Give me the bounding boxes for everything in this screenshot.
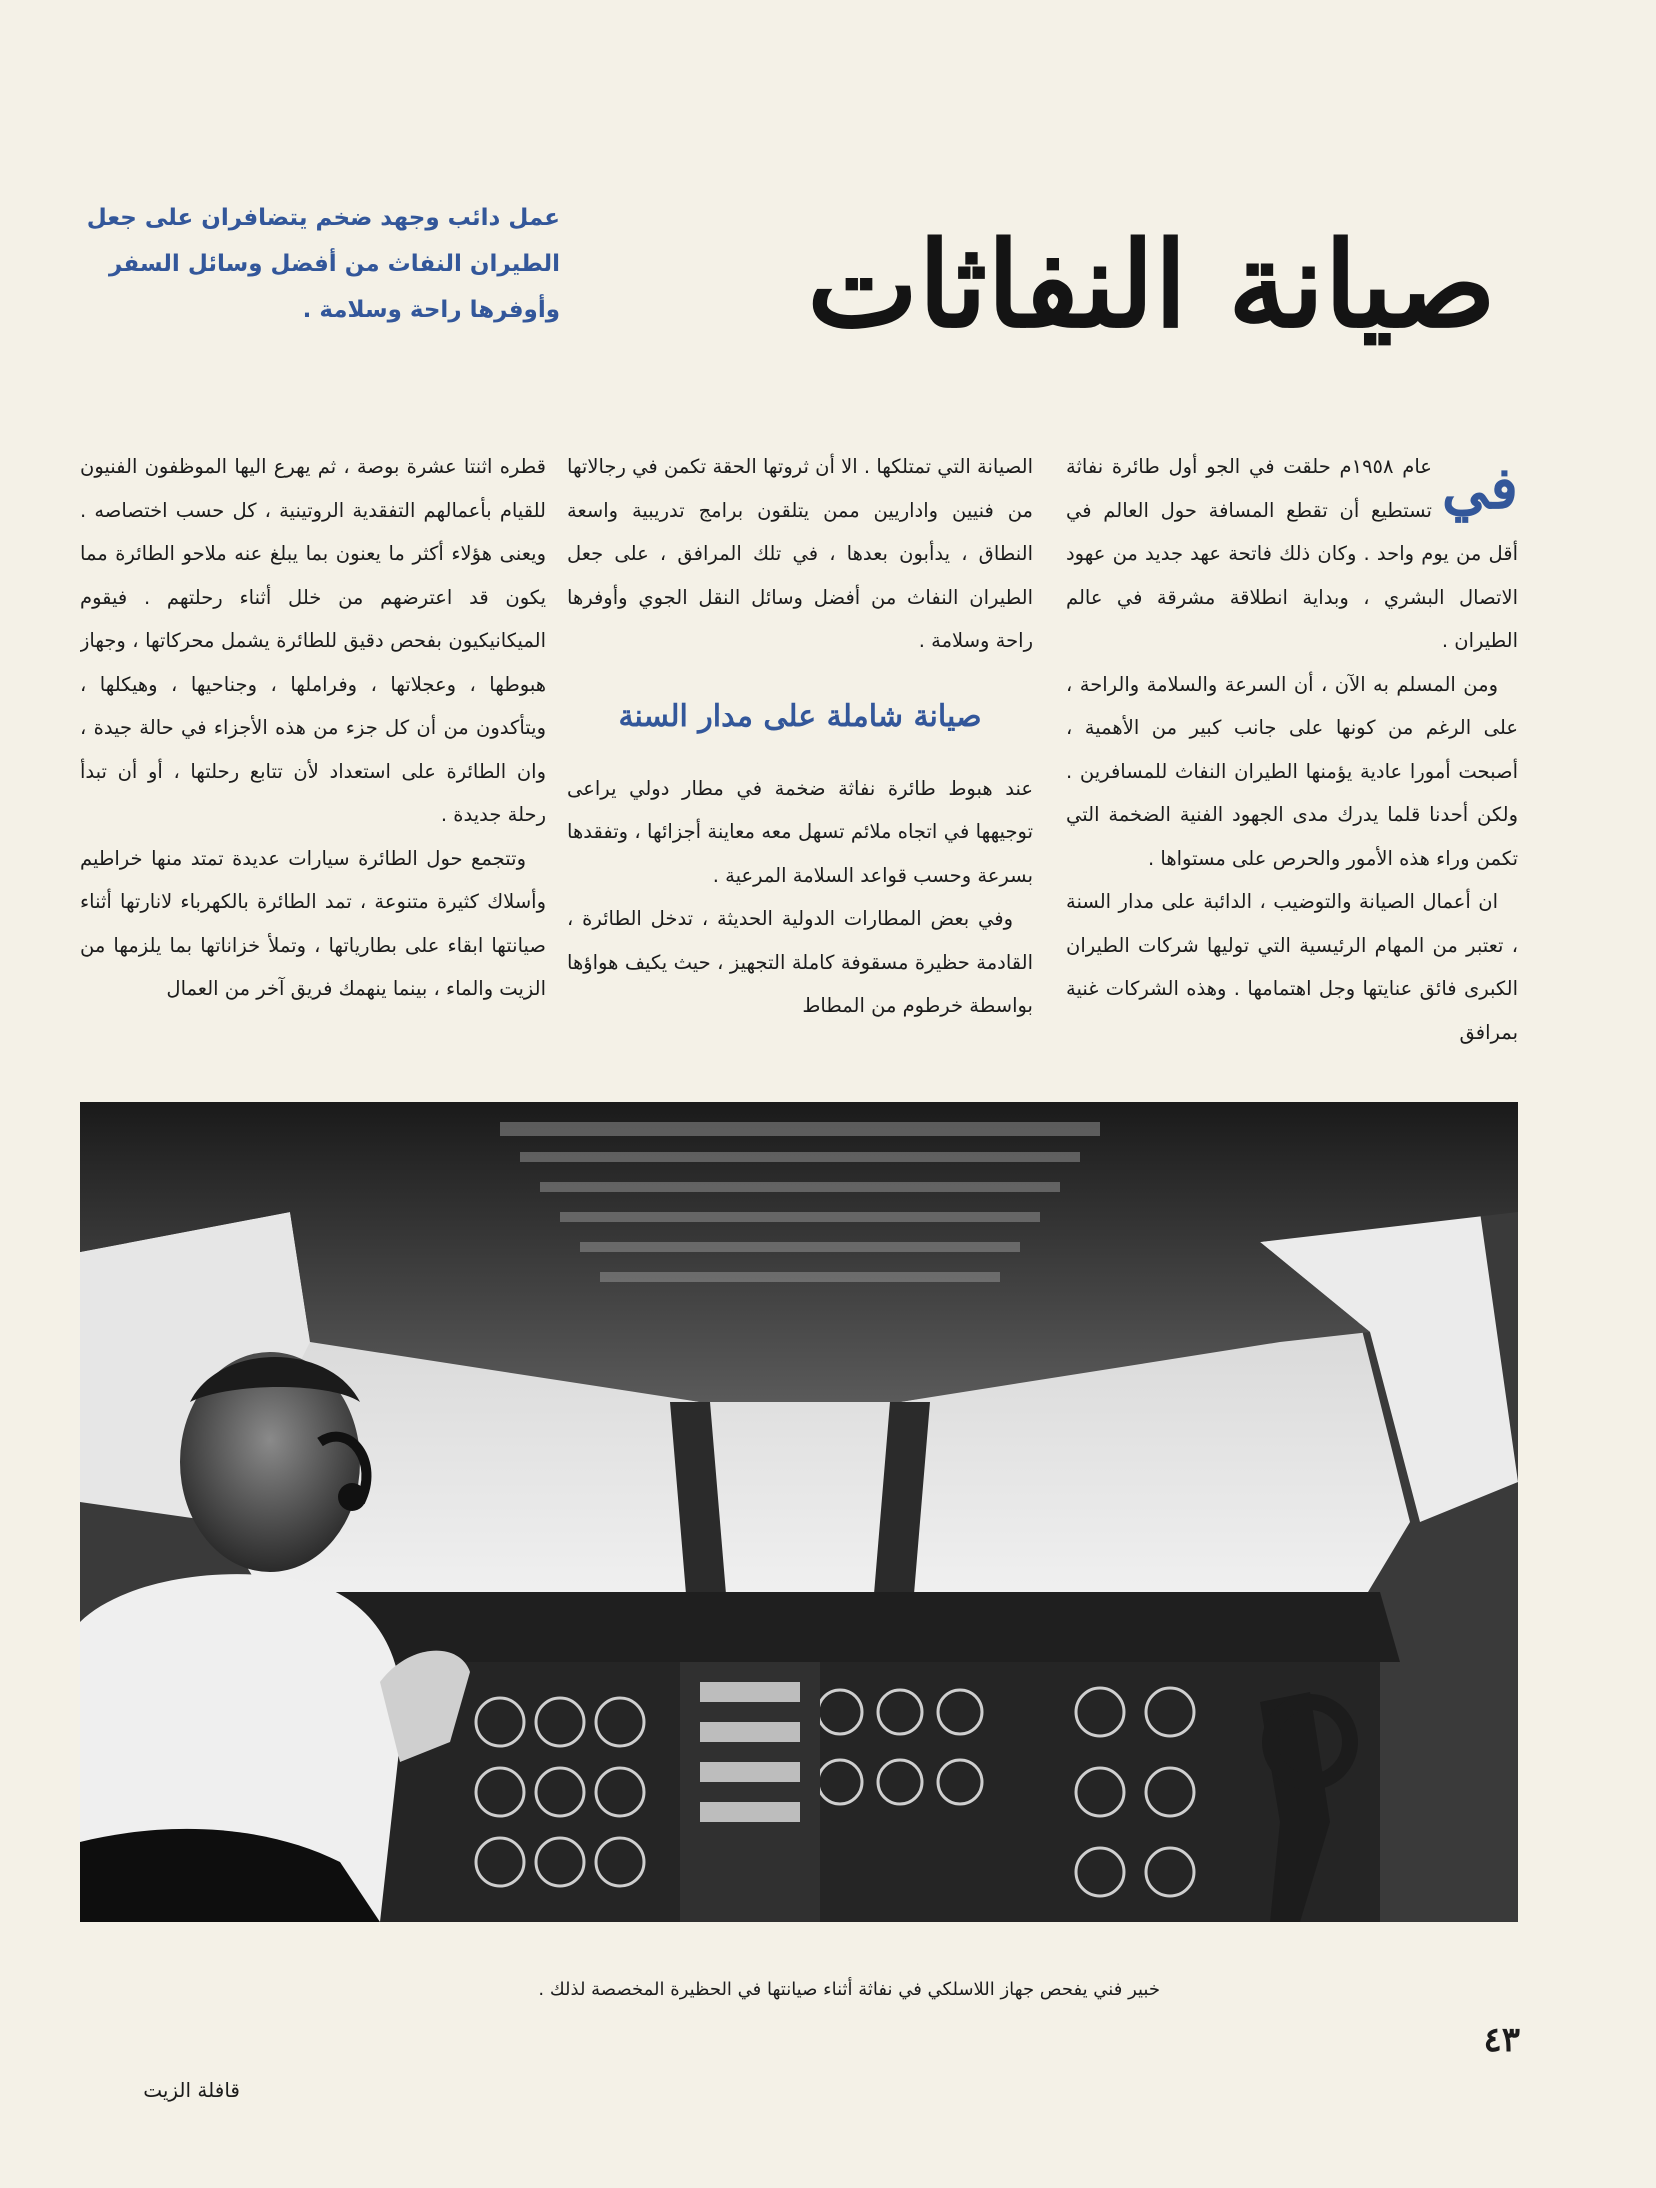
article-subtitle: عمل دائب وجهد ضخم يتضافران على جعل الطيران النفاث من أفضل وسائل السفر وأوفرها راحة وسلامة . (86, 205, 560, 323)
paragraph: وفي بعض المطارات الدولية الحديثة ، تدخل الطائرة ، القادمة حظيرة مسقوفة كاملة التجهيز ، حيث يكيف هواؤها بواسطة خرطوم من المطاط (567, 907, 1033, 1017)
cockpit-photo (80, 1102, 1518, 1922)
page-number: ٤٣ (1483, 2020, 1520, 2060)
paragraph: عند هبوط طائرة نفاثة ضخمة في مطار دولي يراعى توجيهها في اتجاه ملائم تسهل معه معاينة أجزائها ، وتفقدها بسرعة وحسب قواعد السلامة المرعية . (567, 776, 1033, 887)
paragraph: وتتجمع حول الطائرة سيارات عديدة تمتد منها خراطيم وأسلاك كثيرة متنوعة ، تمد الطائرة بالكهرباء لانارتها أثناء صيانتها ابقاء على بطارياتها ، وتملأ خزاناتها بما يلزمها من الزيت والماء ، بينما ينهمك فريق آخر من العمال (80, 846, 546, 1000)
section-heading: صيانة شاملة على مدار السنة (618, 698, 982, 734)
magazine-footer: قافلة الزيت (143, 2078, 240, 2102)
drop-cap: في (1441, 454, 1518, 522)
text-column-left (80, 445, 546, 1105)
photo-caption: خبير فني يفحص جهاز اللاسلكي في نفاثة أثناء صيانتها في الحظيرة المخصصة لذلك . (538, 1979, 1160, 2000)
cockpit-illustration (80, 1102, 1518, 1922)
article-title: صيانة النفاثات (807, 215, 1496, 354)
paragraph-text: عام ١٩٥٨م حلقت في الجو أول طائرة نفاثة تستطيع أن تقطع المسافة حول العالم في أقل من يوم واحد . وكان ذلك فاتحة عهد جديد من عهود الاتصال البشري ، وبداية انطلاقة مشرقة في عالم الطيران . (1066, 455, 1518, 652)
text-column-middle (567, 445, 1033, 1105)
paragraph: ومن المسلم به الآن ، أن السرعة والسلامة والراحة ، على الرغم من كونها على جانب كبير من الأهمية ، أصبحت أمورا عادية يؤمنها الطيران النفاث للمسافرين . ولكن أحدنا قلما يدرك مدى الجهود الفنية الضخمة التي تكمن وراء هذه الأمور والحرص على مستواها . (1066, 672, 1518, 870)
paragraph: ان أعمال الصيانة والتوضيب ، الدائبة على مدار السنة ، تعتبر من المهام الرئيسية التي توليها شركات الطيران الكبرى فائق عنايتها وجل اهتمامها . وهذه الشركات غنية بمرافق (1066, 890, 1518, 1044)
paragraph (1066, 445, 1518, 663)
paragraph: الصيانة التي تمتلكها . الا أن ثروتها الحقة تكمن في رجالاتها من فنيين واداريين ممن يتلقون برامج تدريبية واسعة النطاق ، يدأبون بعدها ، في تلك المرافق ، على جعل الطيران النفاث من أفضل وسائل النقل الجوي وأوفرها راحة وسلامة . (567, 455, 1033, 652)
paragraph: قطره اثنتا عشرة بوصة ، ثم يهرع اليها الموظفون الفنيون للقيام بأعمالهم التفقدية الروتينية ، كل حسب اختصاصه . ويعنى هؤلاء أكثر ما يعنون بما يبلغ عنه ملاحو الطائرة مما يكون قد اعترضهم من خلل أثناء رحلتهم . فيقوم الميكانيكيون بفحص دقيق للطائرة يشمل محركاتها ، وجهاز هبوطها ، وعجلاتها ، وفراملها ، وجناحيها ، وهيكلها ، ويتأكدون من أن كل جزء من هذه الأجزاء في حالة جيدة ، وان الطائرة على استعداد لأن تتابع رحلتها ، أو أن تبدأ رحلة جديدة . (80, 455, 546, 826)
text-column-right (1066, 445, 1518, 1105)
